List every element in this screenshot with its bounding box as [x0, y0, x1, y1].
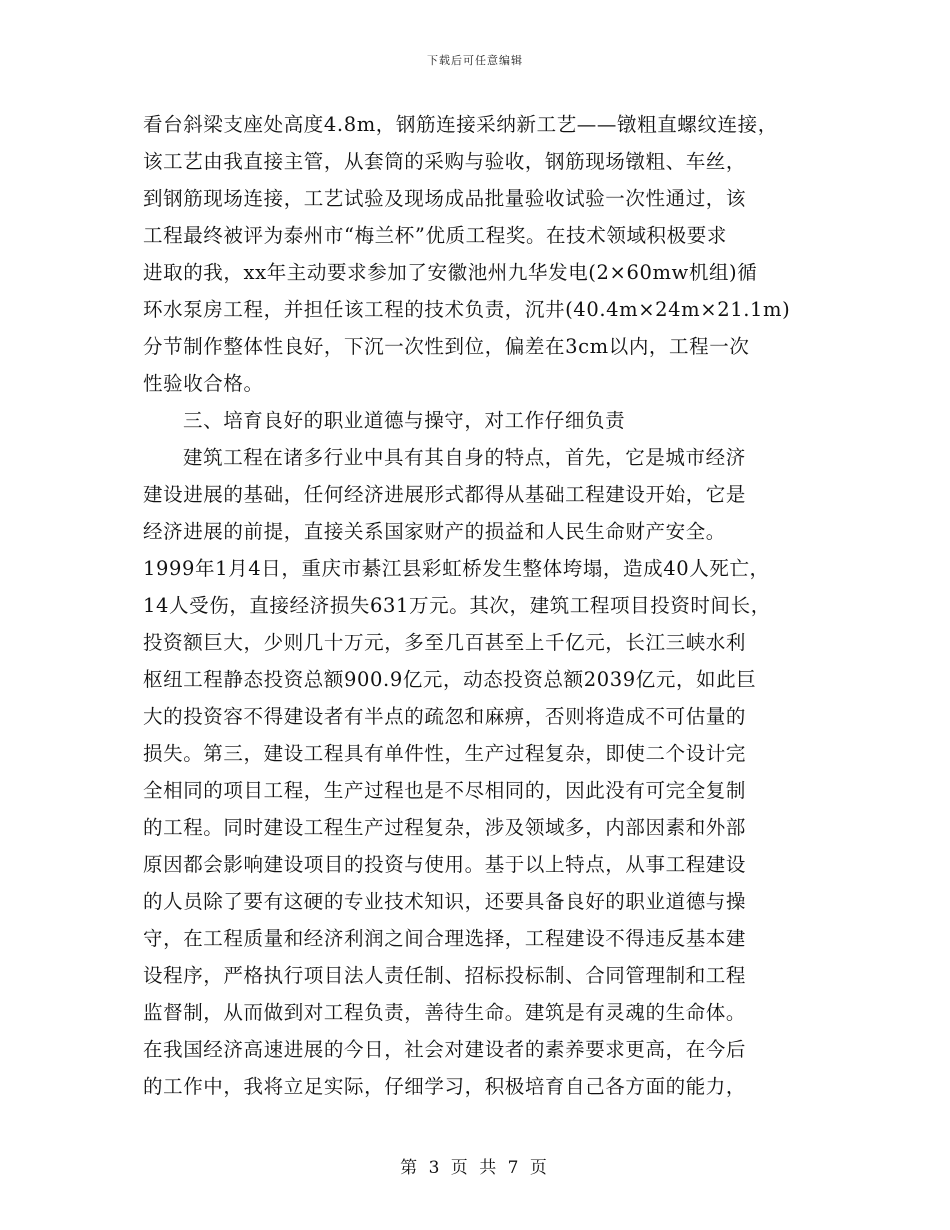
text-line: 经济进展的前提，直接关系国家财产的损益和人民生命财产安全。: [143, 520, 726, 543]
text-line: 进取的我，xx年主动要求参加了安徽池州九华发电(2×60mw机组)循: [143, 261, 758, 284]
text-line: 工程最终被评为泰州市“梅兰杯”优质工程奖。在技术领域积极要求: [143, 224, 727, 247]
page-number: 第 3 页 共 7 页: [400, 1158, 550, 1178]
text-line: 的工程。同时建设工程生产过程复杂，涉及领域多，内部因素和外部: [143, 816, 747, 839]
page-header-note: 下载后可任意编辑: [427, 54, 523, 67]
text-line: 的工作中，我将立足实际，仔细学习，积极培育自己各方面的能力，: [143, 1075, 747, 1098]
text-line: 损失。第三，建设工程具有单件性，生产过程复杂，即使二个设计完: [143, 742, 747, 765]
text-line: 原因都会影响建设项目的投资与使用。基于以上特点，从事工程建设: [143, 853, 747, 876]
text-line: 该工艺由我直接主管，从套筒的采购与验收，钢筋现场镦粗、车丝，: [143, 150, 747, 173]
text-line: 环水泵房工程，并担任该工程的技术负责，沉井(40.4m×24m×21.1m): [143, 298, 791, 321]
text-line: 到钢筋现场连接，工艺试验及现场成品批量验收试验一次性通过，该: [143, 187, 747, 210]
text-line: 枢纽工程静态投资总额900.9亿元，动态投资总额2039亿元，如此巨: [143, 668, 757, 691]
text-line: 在我国经济高速进展的今日，社会对建设者的素养要求更高，在今后: [143, 1038, 747, 1061]
section-heading: 三、培育良好的职业道德与操守，对工作仔细负责: [183, 409, 626, 432]
text-line: 分节制作整体性良好，下沉一次性到位，偏差在3cm以内，工程一次: [143, 335, 750, 358]
text-line: 建筑工程在诸多行业中具有其自身的特点，首先，它是城市经济: [183, 446, 746, 469]
text-line: 性验收合格。: [143, 372, 264, 395]
text-line: 全相同的项目工程，生产过程也是不尽相同的，因此没有可完全复制: [143, 779, 747, 802]
text-line: 监督制，从而做到对工程负责，善待生命。建筑是有灵魂的生命体。: [143, 1001, 747, 1024]
text-line: 的人员除了要有这硬的专业技术知识，还要具备良好的职业道德与操: [143, 890, 747, 913]
text-line: 投资额巨大，少则几十万元，多至几百甚至上千亿元，长江三峡水利: [143, 631, 747, 654]
text-line: 建设进展的基础，任何经济进展形式都得从基础工程建设开始，它是: [143, 483, 747, 506]
text-line: 看台斜梁支座处高度4.8m，钢筋连接采纳新工艺——镦粗直螺纹连接，: [143, 113, 778, 136]
text-line: 1999年1月4日，重庆市綦江县彩虹桥发生整体垮塌，造成40人死亡，: [143, 557, 770, 580]
text-line: 设程序，严格执行项目法人责任制、招标投标制、合同管理制和工程: [143, 964, 747, 987]
text-line: 守，在工程质量和经济利润之间合理选择，工程建设不得违反基本建: [143, 927, 747, 950]
text-line: 14人受伤，直接经济损失631万元。其次，建筑工程项目投资时间长，: [143, 594, 771, 617]
text-line: 大的投资容不得建设者有半点的疏忽和麻痹，否则将造成不可估量的: [143, 705, 747, 728]
